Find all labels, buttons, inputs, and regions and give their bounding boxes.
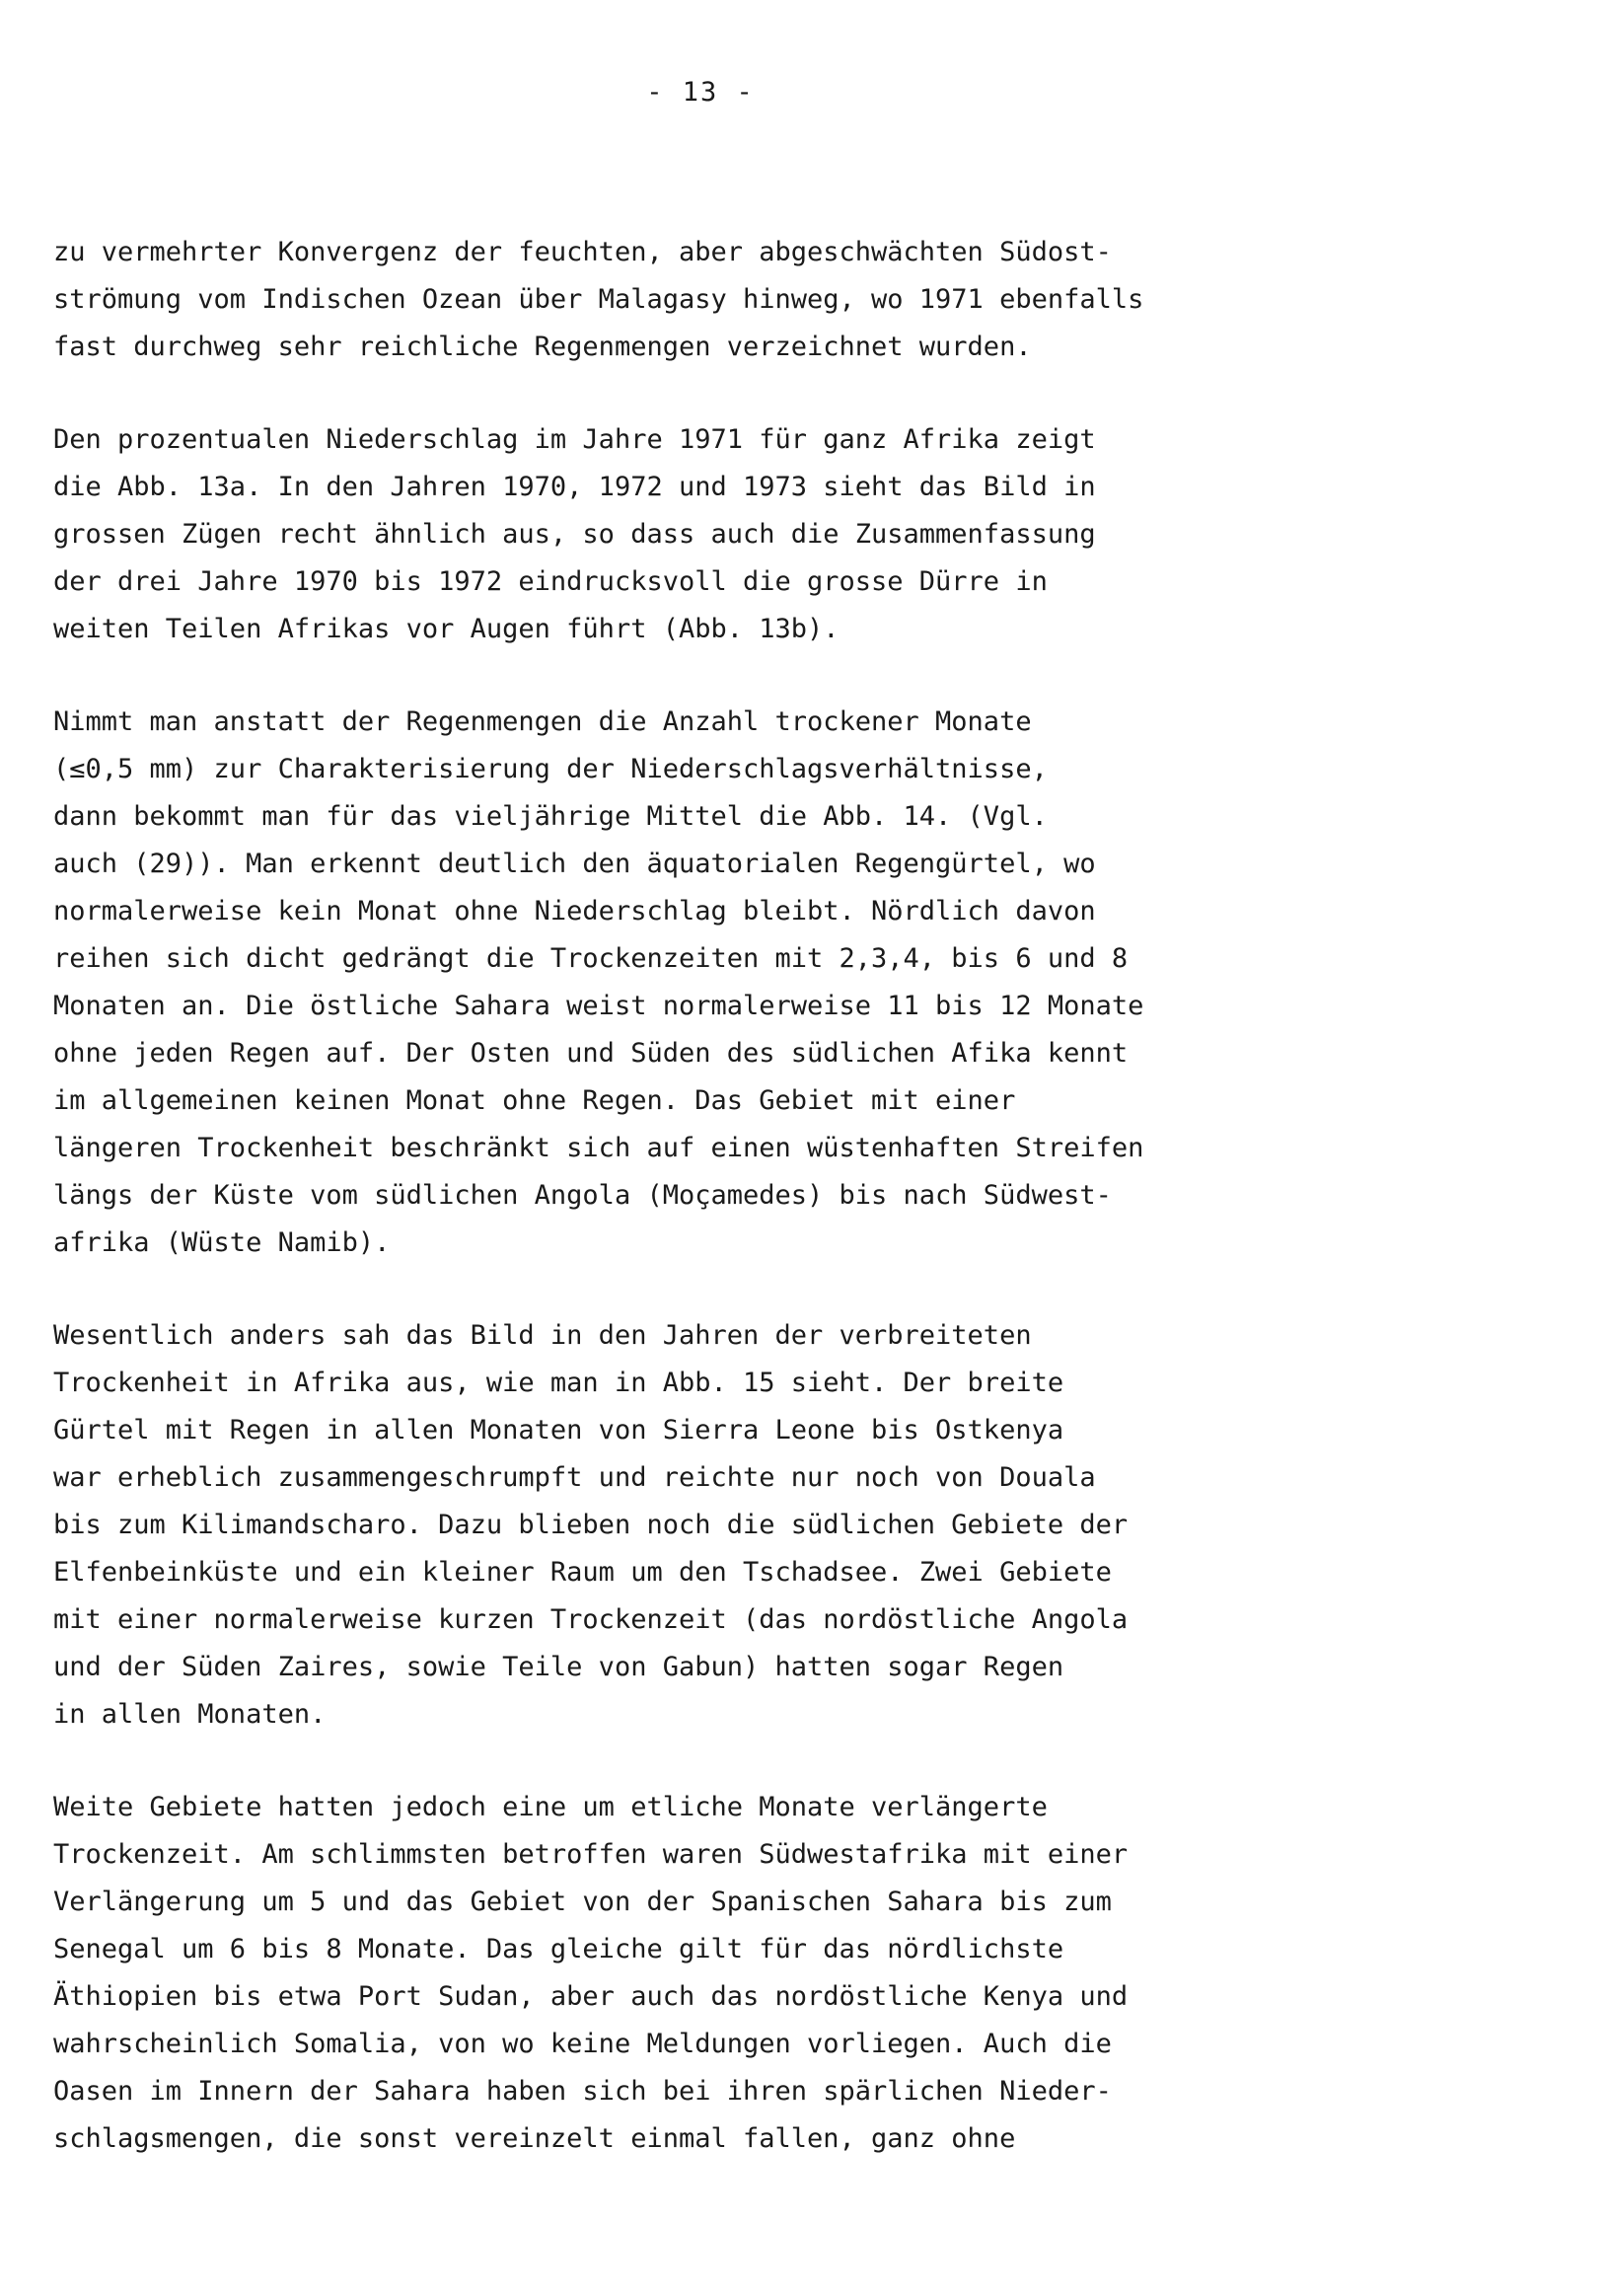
text-line: Monaten an. Die östliche Sahara weist normalerweise 11 bis 12 Monate — [53, 991, 1144, 1021]
text-line: Nimmt man anstatt der Regenmengen die Anzahl trockener Monate — [53, 706, 1032, 737]
text-line: dann bekommt man für das vieljährige Mittel die Abb. 14. (Vgl. — [53, 801, 1048, 832]
text-line: schlagsmengen, die sonst vereinzelt einmal fallen, ganz ohne — [53, 2123, 1016, 2154]
text-line: grossen Zügen recht ähnlich aus, so dass auch die Zusammenfassung — [53, 519, 1096, 550]
text-line: im allgemeinen keinen Monat ohne Regen. Das Gebiet mit einer — [53, 1085, 1016, 1116]
text-line: zu vermehrter Konvergenz der feuchten, aber abgeschwächten Südost- — [53, 237, 1112, 267]
text-line: reihen sich dicht gedrängt die Trockenzeiten mit 2,3,4, bis 6 und 8 — [53, 943, 1129, 974]
text-line: war erheblich zusammengeschrumpft und reichte nur noch von Douala — [53, 1462, 1096, 1493]
text-line: Elfenbeinküste und ein kleiner Raum um den Tschadsee. Zwei Gebiete — [53, 1557, 1112, 1588]
text-line: mit einer normalerweise kurzen Trockenzeit (das nordöstliche Angola — [53, 1604, 1129, 1635]
text-line: Trockenzeit. Am schlimmsten betroffen waren Südwestafrika mit einer — [53, 1839, 1129, 1870]
text-line: strömung vom Indischen Ozean über Malagasy hinweg, wo 1971 ebenfalls — [53, 284, 1144, 315]
text-line: in allen Monaten. — [53, 1699, 327, 1730]
paragraph — [53, 699, 1395, 1267]
text-line: wahrscheinlich Somalia, von wo keine Meldungen vorliegen. Auch die — [53, 2029, 1112, 2059]
text-line: Äthiopien bis etwa Port Sudan, aber auch das nordöstliche Kenya und — [53, 1981, 1129, 2012]
text-line: auch (29)). Man erkennt deutlich den äquatorialen Regengürtel, wo — [53, 849, 1096, 879]
text-line: Oasen im Innern der Sahara haben sich bei ihren spärlichen Nieder- — [53, 2076, 1112, 2107]
text-line: Senegal um 6 bis 8 Monate. Das gleiche gilt für das nördlichste — [53, 1934, 1064, 1964]
text-line: bis zum Kilimandscharo. Dazu blieben noch die südlichen Gebiete der — [53, 1510, 1129, 1540]
paragraph — [53, 229, 1395, 371]
document-body — [53, 229, 1395, 2208]
text-line: und der Süden Zaires, sowie Teile von Gabun) hatten sogar Regen — [53, 1652, 1064, 1682]
text-line: Trockenheit in Afrika aus, wie man in Abb. 15 sieht. Der breite — [53, 1368, 1064, 1398]
text-line: die Abb. 13a. In den Jahren 1970, 1972 und 1973 sieht das Bild in — [53, 472, 1096, 502]
text-line: Weite Gebiete hatten jedoch eine um etliche Monate verlängerte — [53, 1792, 1048, 1822]
text-line: längs der Küste vom südlichen Angola (Moçamedes) bis nach Südwest- — [53, 1180, 1112, 1211]
text-line: ohne jeden Regen auf. Der Osten und Süden des südlichen Afika kennt — [53, 1038, 1129, 1069]
text-line: längeren Trockenheit beschränkt sich auf einen wüstenhaften Streifen — [53, 1133, 1144, 1163]
text-line: fast durchweg sehr reichliche Regenmengen verzeichnet wurden. — [53, 332, 1032, 362]
text-line: Wesentlich anders sah das Bild in den Jahren der verbreiteten — [53, 1320, 1032, 1351]
page-number: - 13 - — [646, 77, 755, 108]
paragraph — [53, 416, 1395, 653]
text-line: Gürtel mit Regen in allen Monaten von Sierra Leone bis Ostkenya — [53, 1415, 1064, 1445]
text-line: der drei Jahre 1970 bis 1972 eindrucksvoll die grosse Dürre in — [53, 566, 1048, 597]
text-line: Den prozentualen Niederschlag im Jahre 1971 für ganz Afrika zeigt — [53, 424, 1096, 455]
text-line: afrika (Wüste Namib). — [53, 1227, 391, 1258]
paragraph — [53, 1312, 1395, 1739]
text-line: weiten Teilen Afrikas vor Augen führt (Abb. 13b). — [53, 614, 840, 644]
paragraph — [53, 1784, 1395, 2163]
text-line: (≤0,5 mm) zur Charakterisierung der Niederschlagsverhältnisse, — [53, 754, 1048, 784]
text-line: Verlängerung um 5 und das Gebiet von der Spanischen Sahara bis zum — [53, 1887, 1112, 1917]
text-line: normalerweise kein Monat ohne Niederschlag bleibt. Nördlich davon — [53, 896, 1096, 926]
